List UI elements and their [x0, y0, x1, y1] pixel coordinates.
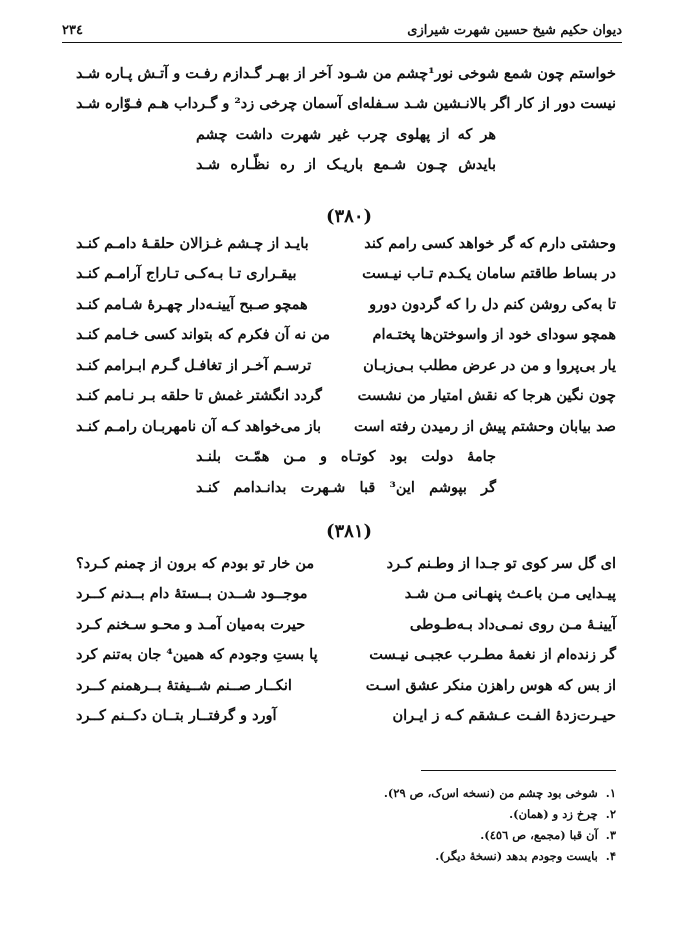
couplet: از بس که هوس راهزن منکر عشق اسـت انکــار صــنم شــیفتهٔ بــرهمنم کــرد: [76, 676, 616, 694]
closing-couplet-line: گر بپوشم این³ قبا شـهرت بدانـدامم کنـد: [196, 478, 496, 496]
couplet: آیینـهٔ مـن روی نمـی‌داد بـه‌طـوطی حیرت به‌میان آمـد و محـو سـخنم کـرد: [76, 615, 616, 633]
footnote: ۳. آن قبا (مجمع، ص ٤٥٦).: [480, 827, 616, 842]
couplet: [76, 89, 616, 120]
couplet: پیـدایی مـن باعـث پنهـانی مـن شـد موجــود شــدن بــستهٔ دام بــدنم کــرد: [76, 585, 616, 603]
couplet: در بساط طاقتم سامان یکـدم تـاب نیـست بیقـراری تـا بـه‌کـی تـاراج آرامـم کنـد: [76, 265, 616, 283]
couplet: یار بی‌پروا و من در عرض مطلب بـی‌زبـان ترسـم آخـر از تغافـل گـرم ابـرامم کنـد: [76, 356, 616, 374]
couplet: تا به‌کی روشن کنم دل را که گردون دورو همچو صـبح آیینـه‌دار چهـرهٔ شـامم کنـد: [76, 295, 616, 313]
couplet: ای گل سر کوی تو جـدا از وطـنم کـرد من خار تو بودم که برون از چمنم کـرد؟: [76, 554, 616, 572]
page-header: [62, 18, 622, 43]
hemistich-left: آسمان چرخی زد² و گـرداب هـم فـوّاره شـد: [76, 95, 342, 113]
footnotes: [216, 782, 616, 866]
couplet: همچو سودای خود از واسوختن‌ها پختـه‌ام من نه آن فکرم که بتواند کسی خـامم کنـد: [76, 326, 616, 344]
footnote: ۴. بایست وجودم بدهد (نسخهٔ دیگر).: [435, 848, 616, 863]
couplet: چون نگین هرجا که نقش امتیار من نشست گردد انگشتر غمش تا حلقه بـر نـامم کنـد: [76, 387, 616, 405]
couplet: گر زنده‌ام از نغمهٔ مطـرب عجبـی نیـست پا بستِ وجودم که همین⁴ جان به‌تنم کرد: [76, 646, 616, 664]
top-poem: [76, 58, 616, 180]
footnote: ۲. چرخ زد و (همان).: [509, 806, 616, 821]
couplet: وحشتی دارم که گر خواهد کسی رامم کند بایـد از چـشم غـزالان حلقـهٔ دامـم کنـد: [76, 234, 616, 252]
ghazal-number-380: (۳۸۰): [325, 206, 373, 227]
ghazal-number-381: (۳۸۱): [325, 521, 373, 542]
ghazal-380: [76, 228, 616, 503]
closing-couplet-line: بایدش چـون شـمع باریـک از ره نظّـاره شـد: [196, 156, 496, 174]
closing-couplet-line: جامهٔ دولت بود کوتـاه و مـن همّـت بلنـد: [196, 448, 496, 466]
page-number: ۲۳٤: [62, 23, 83, 38]
footnote-divider: [421, 770, 616, 771]
couplet: صد بیابان وحشتم پیش از رمیدن رفته است باز می‌خواهد کـه آن نامهربـان رامـم کنـد: [76, 417, 616, 435]
hemistich-right: خواستم چون شمع شوخی نور¹چشم من شـود: [337, 64, 616, 82]
closing-couplet-line: هر که از پهلوی چرب غیر شهرت داشت چشم: [196, 125, 496, 143]
ghazal-381: [76, 548, 616, 731]
hemistich-left: آخر از بهـر گـدازم رفـت و آتـش پـاره شـد: [76, 64, 332, 82]
book-title: دیوان حکیم شیخ حسین شهرت شیرازی: [407, 23, 622, 38]
footnote: ۱. شوخی بود چشم من (نسخه اس‌ک، ص ۲۹).: [383, 785, 616, 800]
couplet: [76, 58, 616, 89]
couplet: حیـرت‌زدهٔ الفـت عـشقم کـه ز ایـران آورد و گرفتــار بتــان دکــنم کــرد: [76, 707, 616, 725]
hemistich-right: نیست دور از کار اگر بالانـشین شـد سـفله‌ای: [347, 95, 616, 113]
